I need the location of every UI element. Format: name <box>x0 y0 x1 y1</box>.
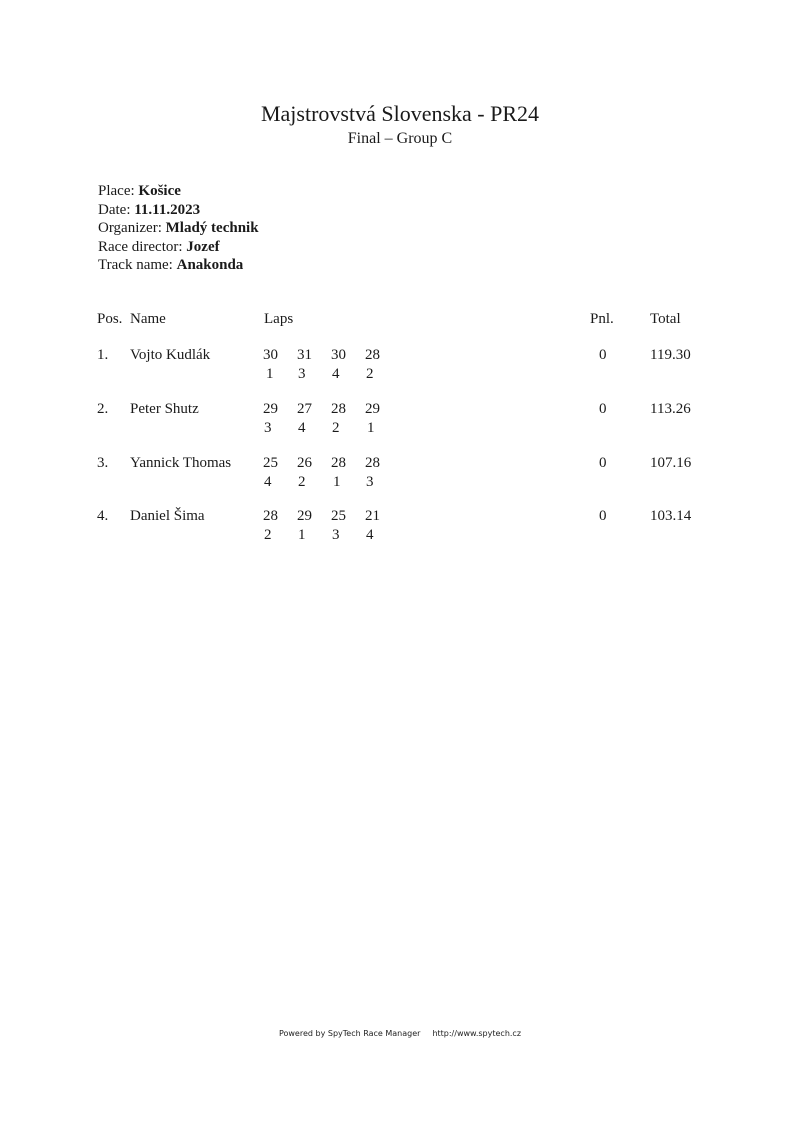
lap-count: 25 <box>331 508 346 524</box>
footer-url[interactable]: http://www.spytech.cz <box>432 1029 522 1038</box>
header-total: Total <box>650 311 681 327</box>
info-place: Place: Košice <box>98 183 181 199</box>
lap-count: 28 <box>331 455 346 471</box>
lane-number: 2 <box>264 527 272 543</box>
lane-number: 4 <box>332 366 340 382</box>
lane-number: 1 <box>333 474 341 490</box>
row-penalty: 0 <box>599 347 607 363</box>
lane-number: 2 <box>366 366 374 382</box>
lap-count: 29 <box>297 508 312 524</box>
row-name: Daniel Šima <box>130 508 205 524</box>
page-subtitle: Final – Group C <box>347 130 453 147</box>
header-laps: Laps <box>264 311 294 327</box>
lap-count: 29 <box>263 401 278 417</box>
footer <box>0 1029 800 1038</box>
lane-number: 1 <box>367 420 375 436</box>
header-name: Name <box>130 311 166 327</box>
table-row <box>0 454 800 498</box>
lane-number: 4 <box>366 527 374 543</box>
footer-powered-by: Powered by SpyTech Race Manager <box>278 1029 421 1038</box>
info-organizer: Organizer: Mladý technik <box>98 220 259 236</box>
lane-number: 3 <box>298 366 306 382</box>
row-pos: 1. <box>97 347 109 363</box>
lap-count: 29 <box>365 401 380 417</box>
lane-number: 2 <box>298 474 306 490</box>
lane-number: 1 <box>298 527 306 543</box>
lap-count: 25 <box>263 455 278 471</box>
lane-number: 1 <box>266 366 274 382</box>
lap-count: 30 <box>263 347 278 363</box>
lap-count: 26 <box>297 455 312 471</box>
lap-count: 27 <box>297 401 312 417</box>
info-date: Date: 11.11.2023 <box>98 201 201 218</box>
row-name: Peter Shutz <box>130 401 199 417</box>
lap-count: 21 <box>365 508 380 524</box>
row-total: 103.14 <box>650 508 692 524</box>
page-title: Majstrovstvá Slovenska - PR24 <box>260 101 540 126</box>
row-name: Vojto Kudlák <box>130 347 211 363</box>
lane-number: 3 <box>264 420 272 436</box>
row-total: 119.30 <box>650 347 691 363</box>
table-row <box>0 507 800 551</box>
table-row <box>0 400 800 444</box>
lane-number: 3 <box>366 474 374 490</box>
lap-count: 28 <box>263 508 278 524</box>
row-pos: 3. <box>97 455 109 471</box>
lap-count: 28 <box>365 455 380 471</box>
table-row <box>0 346 800 390</box>
lap-count: 28 <box>331 401 346 417</box>
lane-number: 2 <box>332 420 340 436</box>
row-total: 113.26 <box>650 401 691 417</box>
row-pos: 4. <box>97 508 109 524</box>
header-pnl: Pnl. <box>590 311 614 327</box>
row-penalty: 0 <box>599 508 607 524</box>
lap-count: 30 <box>331 347 346 363</box>
lap-count: 31 <box>297 347 312 363</box>
lane-number: 3 <box>332 527 340 543</box>
info-track-name: Track name: Anakonda <box>98 257 244 273</box>
header-pos: Pos. <box>97 311 123 327</box>
row-penalty: 0 <box>599 455 607 471</box>
race-info <box>98 182 259 275</box>
row-name: Yannick Thomas <box>130 455 232 471</box>
lap-count: 28 <box>365 347 380 363</box>
info-race-director: Race director: Jozef <box>98 238 220 255</box>
row-penalty: 0 <box>599 401 607 417</box>
lane-number: 4 <box>298 420 306 436</box>
lane-number: 4 <box>264 474 272 490</box>
row-total: 107.16 <box>650 455 692 471</box>
row-pos: 2. <box>97 401 109 417</box>
